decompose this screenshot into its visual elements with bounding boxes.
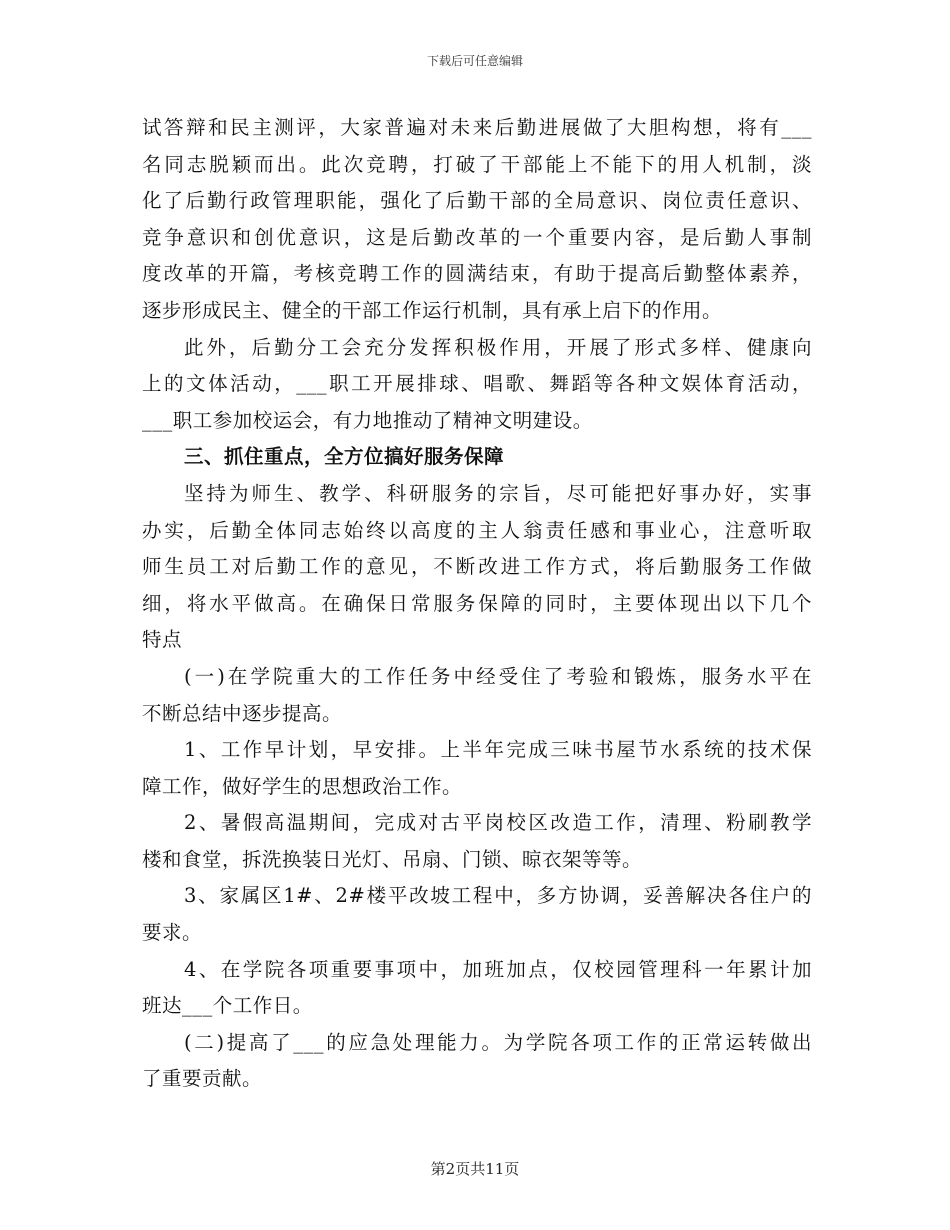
page-header: 下载后可任意编辑: [426, 54, 523, 68]
paragraph-start-line: 此外，后勤分工会充分发挥积极作用，开展了形式多样、健康向: [184, 335, 812, 359]
paragraph-start-line: (二)提高了___的应急处理能力。为学院各项工作的正常运转做出: [184, 1030, 812, 1054]
body-line: 细，将水平做高。在确保日常服务保障的同时，主要体现出以下几个: [142, 591, 812, 615]
body-line: 不断总结中逐步提高。: [142, 701, 343, 725]
list-item-line: 2、暑假高温期间，完成对古平岗校区改造工作，清理、粉刷教学: [184, 811, 812, 835]
body-line: 楼和食堂，拆洗换装日光灯、吊扇、门锁、晾衣架等等。: [142, 847, 643, 871]
body-line: 上的文体活动，___职工开展排球、唱歌、舞蹈等各种文娱体育活动，: [142, 372, 812, 396]
list-item-line: 4、在学院各项重要事项中，加班加点，仅校园管理科一年累计加: [184, 957, 812, 981]
paragraph-start-line: (一)在学院重大的工作任务中经受住了考验和锻炼，服务水平在: [184, 664, 812, 688]
body-line: 试答辩和民主测评，大家普遍对未来后勤进展做了大胆构想，将有___: [142, 116, 812, 139]
body-line: 了重要贡献。: [142, 1067, 263, 1091]
body-line: 特点: [142, 628, 183, 652]
body-line: 师生员工对后勤工作的意见，不断改进工作方式，将后勤服务工作做: [142, 555, 812, 579]
body-line: 名同志脱颖而出。此次竞聘，打破了干部能上不能下的用人机制，淡: [142, 152, 812, 176]
section-heading: 三、抓住重点，全方位搞好服务保障: [184, 445, 505, 469]
list-item-line: 1、工作早计划，早安排。上半年完成三味书屋节水系统的技术保: [184, 738, 812, 762]
page-number: 第2页共11页: [430, 1160, 520, 1178]
document-body: [142, 110, 812, 1098]
body-line: 逐步形成民主、健全的干部工作运行机制，具有承上启下的作用。: [142, 298, 723, 322]
paragraph-start-line: 坚持为师生、教学、科研服务的宗旨，尽可能把好事办好，实事: [184, 481, 812, 505]
body-line: 要求。: [142, 921, 203, 945]
body-line: 竞争意识和创优意识，这是后勤改革的一个重要内容，是后勤人事制: [142, 225, 812, 249]
body-line: 化了后勤行政管理职能，强化了后勤干部的全局意识、岗位责任意识、: [142, 189, 812, 213]
body-line: ___职工参加校运会，有力地推动了精神文明建设。: [142, 408, 593, 432]
body-line: 障工作，做好学生的思想政治工作。: [142, 774, 463, 798]
body-line: 班达___个工作日。: [142, 994, 313, 1018]
body-line: 度改革的开篇，考核竞聘工作的圆满结束，有助于提高后勤整体素养，: [142, 262, 812, 286]
body-line: 办实，后勤全体同志始终以高度的主人翁责任感和事业心，注意听取: [142, 518, 812, 542]
list-item-line: 3、家属区1#、2#楼平改坡工程中，多方协调，妥善解决各住户的: [184, 884, 812, 908]
